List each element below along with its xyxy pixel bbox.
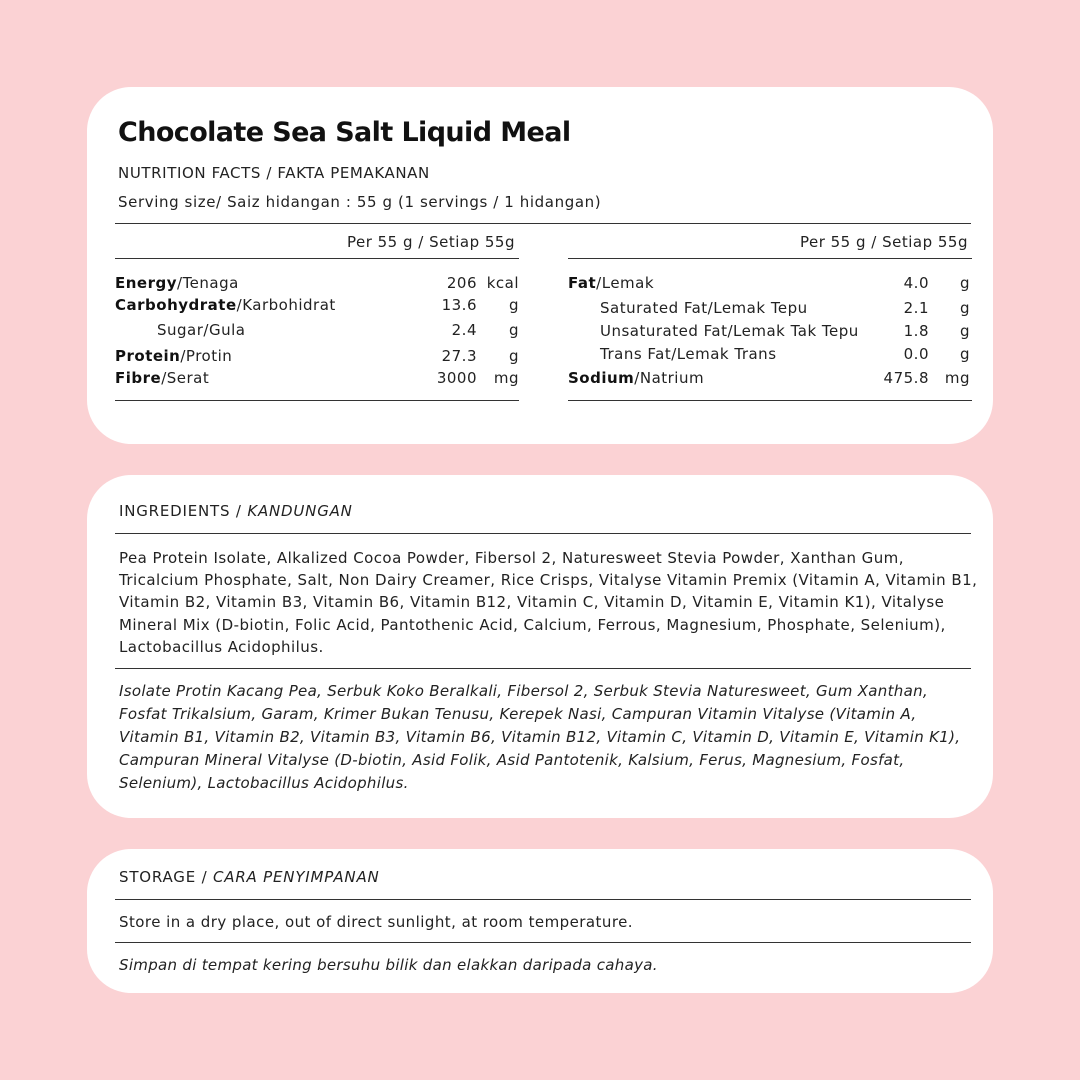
- serving-size: Serving size/ Saiz hidangan : 55 g (1 servings / 1 hidangan): [118, 193, 602, 211]
- left-column-header: Per 55 g / Setiap 55g: [346, 233, 515, 251]
- nutrient-unit: g: [959, 322, 970, 340]
- nutrient-name-rest: /Serat: [161, 369, 210, 387]
- nutrient-value: 27.3: [441, 347, 477, 365]
- nutrient-unit: g: [959, 274, 970, 292]
- storage-english: Store in a dry place, out of direct sunlight, at room temperature.: [119, 913, 634, 931]
- storage-heading: [119, 868, 380, 886]
- left-header-rule: [115, 258, 519, 259]
- left-bottom-rule: [115, 400, 519, 401]
- nutrient-value: 475.8: [883, 369, 929, 387]
- ingredients-heading-italic: KANDUNGAN: [247, 502, 353, 520]
- nutrient-value: 4.0: [903, 274, 929, 292]
- nutrient-name-rest: /Tenaga: [177, 274, 239, 292]
- nutrient-name: Carbohydrate: [115, 296, 237, 314]
- nutrient-value: 206: [446, 274, 477, 292]
- nutrient-unit: g: [508, 321, 519, 339]
- nutrient-name-rest: /Protin: [180, 347, 233, 365]
- storage-heading-italic: CARA PENYIMPANAN: [213, 868, 380, 886]
- nutrient-value: 2.1: [903, 299, 929, 317]
- nutrient-name: Protein: [115, 347, 181, 365]
- nutrient-value: 3000: [436, 369, 477, 387]
- nutrient-unit: g: [959, 345, 970, 363]
- ingredients-heading-text: INGREDIENTS /: [119, 502, 248, 520]
- nutrient-unit: g: [508, 347, 519, 365]
- storage-malay: Simpan di tempat kering bersuhu bilik dan elakkan daripada cahaya.: [119, 956, 658, 974]
- nutrient-unit: mg: [493, 369, 519, 387]
- nutrient-name-rest: /Karbohidrat: [236, 296, 336, 314]
- nutrient-name-rest: /Natrium: [634, 369, 705, 387]
- ingredients-heading: [119, 502, 353, 520]
- nutrient-name: Energy: [115, 274, 178, 292]
- nutrient-value: 13.6: [441, 296, 477, 314]
- right-column-header: Per 55 g / Setiap 55g: [799, 233, 968, 251]
- ingredients-top-rule: [115, 533, 971, 534]
- ingredients-malay: Isolate Protin Kacang Pea, Serbuk Koko Beralkali, Fibersol 2, Serbuk Stevia Naturesweet, Gum Xanthan, Fosfat Trikalsium, Garam, Krimer Bukan Tenusu, Kerepek Nasi, Campuran Vitamin Vitalyse (Vitamin A, Vitamin B1, Vitamin B2, Vitamin B3, Vitamin B6, Vitamin B12, Vitamin C, Vitamin D, Vitamin E, Vitamin K1), Campuran Mineral Vitalyse (D-biotin, Asid Folik, Asid Pantotenik, Kalsium, Ferus, Magnesium, Fosfat, Selenium), Lactobacillus Acidophilus.: [119, 682, 961, 792]
- nutrition-right-column: [568, 223, 972, 403]
- storage-mid-rule: [115, 942, 971, 943]
- nutrition-left-column: [115, 223, 519, 403]
- nutrient-value: 1.8: [903, 322, 929, 340]
- nutrient-unit: g: [508, 296, 519, 314]
- nutrient-name: Fibre: [115, 369, 162, 387]
- nutrient-value: 0.0: [903, 345, 929, 363]
- nutrition-facts-label: NUTRITION FACTS / FAKTA PEMAKANAN: [118, 164, 430, 182]
- storage-top-rule: [115, 899, 971, 900]
- nutrient-unit: kcal: [486, 274, 519, 292]
- right-bottom-rule: [568, 400, 972, 401]
- nutrient-name: Sugar/Gula: [157, 321, 246, 339]
- nutrition-card: [87, 87, 993, 444]
- nutrient-name-rest: /Lemak: [596, 274, 655, 292]
- nutrient-unit: mg: [944, 369, 970, 387]
- nutrient-unit: g: [959, 299, 970, 317]
- nutrient-name: Fat: [568, 274, 597, 292]
- ingredients-card: [87, 475, 993, 818]
- nutrient-name: Unsaturated Fat/Lemak Tak Tepu: [600, 322, 859, 340]
- ingredients-english: Pea Protein Isolate, Alkalized Cocoa Powder, Fibersol 2, Naturesweet Stevia Powder, Xanthan Gum, Tricalcium Phosphate, Salt, Non Dairy Creamer, Rice Crisps, Vitalyse Vitamin Premix (Vitamin A, Vitamin B1, Vitamin B2, Vitamin B3, Vitamin B6, Vitamin B12, Vitamin C, Vitamin D, Vitamin E, Vitamin K1), Vitalyse Mineral Mix (D-biotin, Folic Acid, Pantothenic Acid, Calcium, Ferrous, Magnesium, Phosphate, Selenium), Lactobacillus Acidophilus.: [119, 549, 978, 656]
- nutrient-name: Trans Fat/Lemak Trans: [600, 345, 777, 363]
- storage-heading-text: STORAGE /: [119, 868, 213, 886]
- nutrient-name: Sodium: [568, 369, 635, 387]
- nutrient-value: 2.4: [451, 321, 477, 339]
- right-header-rule: [568, 258, 972, 259]
- product-title: Chocolate Sea Salt Liquid Meal: [118, 117, 571, 148]
- nutrient-name: Saturated Fat/Lemak Tepu: [600, 299, 808, 317]
- ingredients-mid-rule: [115, 668, 971, 669]
- storage-card: [87, 849, 993, 993]
